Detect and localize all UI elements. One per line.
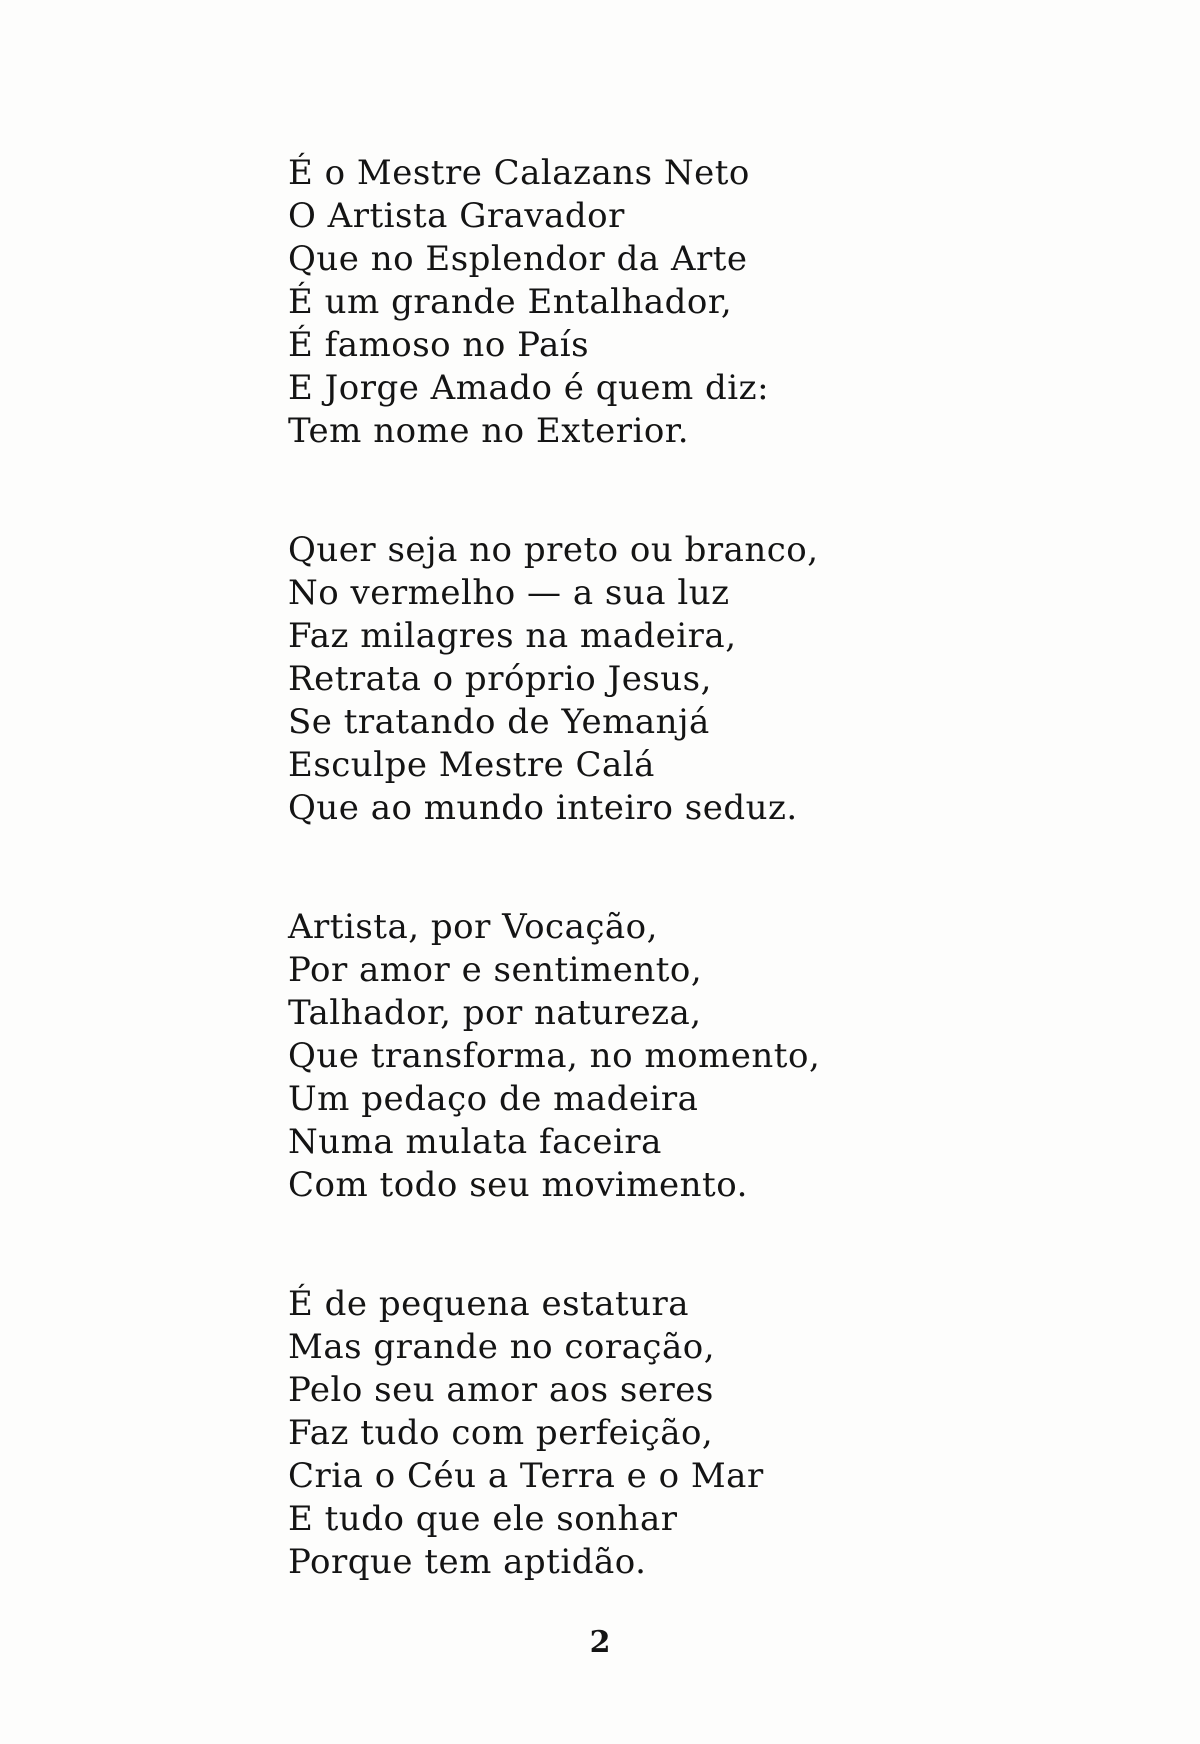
stanza-3 <box>288 906 928 1207</box>
poem-line: Um pedaço de madeira <box>288 1079 699 1119</box>
poem-line: Com todo seu movimento. <box>288 1165 748 1205</box>
poem <box>288 152 928 1660</box>
poem-line: Tem nome no Exterior. <box>288 411 690 451</box>
poem-line: Porque tem aptidão. <box>288 1542 647 1582</box>
poem-line: É famoso no País <box>288 325 590 365</box>
poem-line: Faz milagres na madeira, <box>288 616 737 656</box>
poem-line: Faz tudo com perfeição, <box>288 1413 714 1453</box>
poem-line: Numa mulata faceira <box>288 1122 662 1162</box>
poem-line: Se tratando de Yemanjá <box>288 702 710 742</box>
poem-line: O Artista Gravador <box>288 196 625 236</box>
poem-line: Que no Esplendor da Arte <box>288 239 748 279</box>
poem-line: Que ao mundo inteiro seduz. <box>288 788 798 828</box>
stanza-1 <box>288 152 928 453</box>
poem-line: Pelo seu amor aos seres <box>288 1370 714 1410</box>
poem-line: Mas grande no coração, <box>288 1327 716 1367</box>
stanza-4 <box>288 1283 928 1584</box>
poem-line: Quer seja no preto ou branco, <box>288 530 819 570</box>
poem-line: E Jorge Amado é quem diz: <box>288 368 770 408</box>
poem-line: Que transforma, no momento, <box>288 1036 821 1076</box>
poem-line: Talhador, por natureza, <box>288 993 702 1033</box>
poem-line: Cria o Céu a Terra e o Mar <box>288 1456 764 1496</box>
poem-line: Por amor e sentimento, <box>288 950 703 990</box>
poem-line: É um grande Entalhador, <box>288 282 733 322</box>
poem-line: É o Mestre Calazans Neto <box>288 153 750 193</box>
stanza-2 <box>288 529 928 830</box>
poem-line: Esculpe Mestre Calá <box>288 745 655 785</box>
poem-line: Artista, por Vocação, <box>288 907 658 947</box>
poem-line: E tudo que ele sonhar <box>288 1499 678 1539</box>
page-number: 2 <box>589 1625 611 1660</box>
poem-line: Retrata o próprio Jesus, <box>288 659 712 699</box>
poem-line: É de pequena estatura <box>288 1284 690 1324</box>
poem-line: No vermelho — a sua luz <box>288 573 730 613</box>
